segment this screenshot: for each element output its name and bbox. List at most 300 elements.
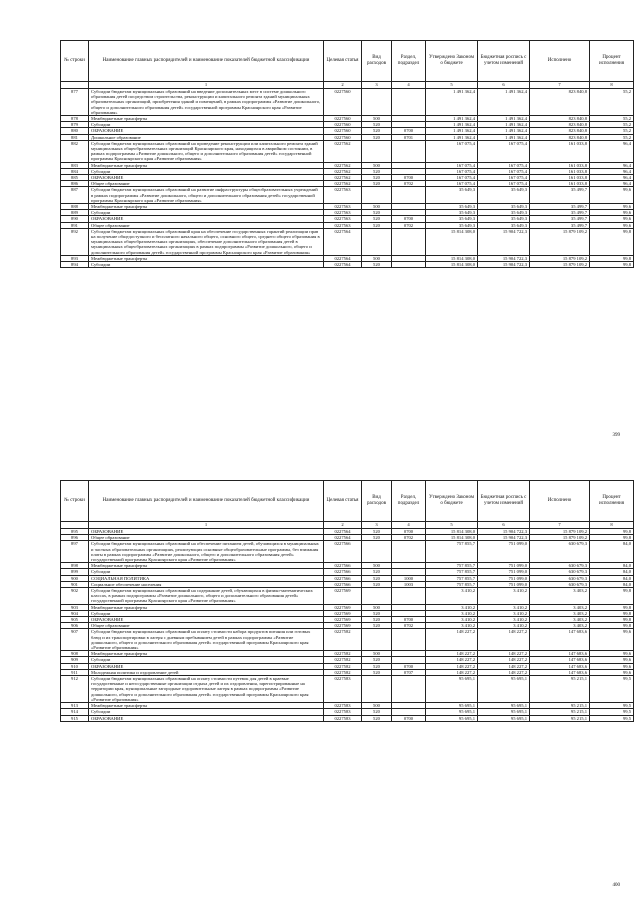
section-code — [392, 262, 426, 268]
target-article: 0227569 — [324, 588, 362, 605]
execution-percent: 99,6 — [590, 210, 634, 216]
budget-list-amount: 95 695,1 — [478, 715, 530, 721]
budget-list-amount: 35 649,3 — [478, 204, 530, 210]
expense-type: 520 — [362, 128, 392, 134]
row-name: Субсидии бюджетам муниципальных образований на введение дополнительных мест в системе дошкольного образования детей посредством строительства, реконструкции и капитального ремонта зданий муниципальных образовательных организаций, приобретения зданий и помещений, в рамках подпрограммы «Развитие дошкольного, общего и дополнительного образования детей» государственной программы Красноярского края «Развитие образования» — [89, 89, 324, 116]
row-number: 885 — [61, 175, 89, 181]
row-number: 890 — [61, 216, 89, 222]
execution-percent: 84,0 — [590, 569, 634, 575]
approved-amount: 35 649,3 — [426, 204, 478, 210]
expense-type: 520 — [362, 623, 392, 629]
budget-list-amount: 1 491 362,4 — [478, 128, 530, 134]
row-name: ОБРАЗОВАНИЕ — [89, 715, 324, 721]
budget-list-amount: 3 410,2 — [478, 610, 530, 616]
row-number: 896 — [61, 535, 89, 541]
executed-amount: 35 499,7 — [530, 187, 590, 204]
approved-amount: 3 410,2 — [426, 617, 478, 623]
execution-percent: 55,2 — [590, 116, 634, 122]
executed-amount: 161 033,8 — [530, 140, 590, 162]
target-article: 0227563 — [324, 204, 362, 210]
executed-amount: 3 403,2 — [530, 610, 590, 616]
target-article: 0227583 — [324, 676, 362, 703]
row-name: Субсидии — [89, 610, 324, 616]
execution-percent: 99,8 — [590, 588, 634, 605]
expense-type: 500 — [362, 204, 392, 210]
budget-list-amount: 35 649,3 — [478, 216, 530, 222]
header-budget-list: Бюджетная роспись с учетом изменений — [478, 41, 530, 82]
executed-amount: 3 403,2 — [530, 617, 590, 623]
execution-percent: 99,6 — [590, 216, 634, 222]
target-article: 0227562 — [324, 175, 362, 181]
row-number: 887 — [61, 187, 89, 204]
approved-amount: 35 649,3 — [426, 216, 478, 222]
table-header — [61, 41, 634, 82]
budget-list-amount: 15 904 722,3 — [478, 535, 530, 541]
header-row-number: № строки — [61, 481, 89, 522]
row-number: 880 — [61, 128, 89, 134]
expense-type: 520 — [362, 262, 392, 268]
target-article: 0227560 — [324, 89, 362, 116]
execution-percent: 99,8 — [590, 529, 634, 535]
budget-list-amount: 167 075,4 — [478, 175, 530, 181]
col-number: 7 — [530, 522, 590, 529]
row-number: 911 — [61, 669, 89, 675]
execution-percent: 96,4 — [590, 175, 634, 181]
approved-amount: 15 814 308,0 — [426, 228, 478, 255]
approved-amount: 148 227,2 — [426, 657, 478, 663]
col-number: 1 — [89, 82, 324, 89]
expense-type: 500 — [362, 563, 392, 569]
col-number: 5 — [426, 522, 478, 529]
approved-amount: 95 695,1 — [426, 709, 478, 715]
budget-list-amount: 167 075,4 — [478, 181, 530, 187]
expense-type: 520 — [362, 168, 392, 174]
col-number: 5 — [426, 82, 478, 89]
execution-percent: 55,2 — [590, 122, 634, 128]
row-name: Социальное обеспечение населения — [89, 581, 324, 587]
expense-type: 520 — [362, 663, 392, 669]
header-percent: Процент исполнения — [590, 41, 634, 82]
row-number: 894 — [61, 262, 89, 268]
target-article: 0227582 — [324, 669, 362, 675]
budget-list-amount: 1 491 362,4 — [478, 89, 530, 116]
expense-type: 520 — [362, 210, 392, 216]
header-target-article: Целевая статья — [324, 481, 362, 522]
approved-amount: 148 227,2 — [426, 663, 478, 669]
section-code: 1003 — [392, 581, 426, 587]
row-number: 881 — [61, 134, 89, 140]
section-code — [392, 676, 426, 703]
row-number: 904 — [61, 610, 89, 616]
section-code: 0707 — [392, 669, 426, 675]
approved-amount: 15 814 308,0 — [426, 529, 478, 535]
col-number: 3 — [362, 82, 392, 89]
expense-type: 520 — [362, 222, 392, 228]
approved-amount: 95 695,1 — [426, 676, 478, 703]
executed-amount: 95 215,1 — [530, 676, 590, 703]
target-article: 0227562 — [324, 168, 362, 174]
executed-amount: 35 499,7 — [530, 222, 590, 228]
executed-amount: 161 033,8 — [530, 181, 590, 187]
section-code: 0700 — [392, 128, 426, 134]
expense-type: 520 — [362, 575, 392, 581]
execution-percent: 96,4 — [590, 162, 634, 168]
budget-table — [60, 40, 634, 268]
expense-type: 520 — [362, 617, 392, 623]
row-number: 882 — [61, 140, 89, 162]
expense-type: 520 — [362, 669, 392, 675]
expense-type: 500 — [362, 651, 392, 657]
approved-amount: 167 075,4 — [426, 168, 478, 174]
approved-amount: 95 695,1 — [426, 703, 478, 709]
table-row — [61, 89, 634, 116]
approved-amount: 167 075,4 — [426, 175, 478, 181]
header-budget-list: Бюджетная роспись с учетом изменений — [478, 481, 530, 522]
expense-type: 500 — [362, 604, 392, 610]
approved-amount: 148 227,2 — [426, 651, 478, 657]
execution-percent: 96,4 — [590, 181, 634, 187]
row-number: 893 — [61, 255, 89, 261]
executed-amount: 95 215,1 — [530, 709, 590, 715]
budget-list-amount: 1 491 362,4 — [478, 122, 530, 128]
column-number-row — [61, 82, 634, 89]
expense-type: 520 — [362, 529, 392, 535]
row-name: ОБРАЗОВАНИЕ — [89, 128, 324, 134]
execution-percent: 99,8 — [590, 535, 634, 541]
approved-amount: 148 227,2 — [426, 629, 478, 651]
expense-type: 520 — [362, 122, 392, 128]
target-article: 0227566 — [324, 541, 362, 563]
budget-table — [60, 480, 634, 722]
approved-amount: 167 075,4 — [426, 162, 478, 168]
header-target-article: Целевая статья — [324, 41, 362, 82]
approved-amount: 167 075,4 — [426, 140, 478, 162]
row-number: 902 — [61, 588, 89, 605]
approved-amount: 757 855,7 — [426, 581, 478, 587]
col-number — [61, 522, 89, 529]
executed-amount: 15 879 109,2 — [530, 255, 590, 261]
row-name: Дошкольное образование — [89, 134, 324, 140]
row-number: 888 — [61, 204, 89, 210]
row-name: Общее образование — [89, 181, 324, 187]
row-number: 877 — [61, 89, 89, 116]
approved-amount: 35 649,3 — [426, 222, 478, 228]
execution-percent: 99,8 — [590, 623, 634, 629]
execution-percent: 99,6 — [590, 669, 634, 675]
expense-type: 520 — [362, 715, 392, 721]
budget-list-amount: 3 410,2 — [478, 623, 530, 629]
col-number: 8 — [590, 522, 634, 529]
execution-percent: 99,5 — [590, 703, 634, 709]
section-code: 0700 — [392, 663, 426, 669]
row-number: 891 — [61, 222, 89, 228]
header-section: Раздел, подраздел — [392, 481, 426, 522]
execution-percent: 96,4 — [590, 168, 634, 174]
executed-amount: 823 840,8 — [530, 128, 590, 134]
approved-amount: 95 695,1 — [426, 715, 478, 721]
table-row — [61, 262, 634, 268]
execution-percent: 99,8 — [590, 617, 634, 623]
report-page-400 — [60, 480, 633, 722]
budget-list-amount: 751 099,0 — [478, 581, 530, 587]
budget-list-amount: 148 227,2 — [478, 651, 530, 657]
row-name: ОБРАЗОВАНИЕ — [89, 617, 324, 623]
executed-amount: 161 033,8 — [530, 175, 590, 181]
section-code — [392, 140, 426, 162]
row-name: Межбюджетные трансферты — [89, 116, 324, 122]
target-article: 0227566 — [324, 563, 362, 569]
executed-amount: 823 840,8 — [530, 134, 590, 140]
row-number: 889 — [61, 210, 89, 216]
executed-amount: 147 683,6 — [530, 663, 590, 669]
table-row — [61, 629, 634, 651]
row-name: Субсидии — [89, 210, 324, 216]
execution-percent: 99,8 — [590, 604, 634, 610]
col-number: 2 — [324, 522, 362, 529]
budget-list-amount: 95 695,1 — [478, 676, 530, 703]
row-name: ОБРАЗОВАНИЕ — [89, 175, 324, 181]
expense-type: 520 — [362, 216, 392, 222]
target-article: 0227569 — [324, 604, 362, 610]
row-name: Межбюджетные трансферты — [89, 604, 324, 610]
row-number: 878 — [61, 116, 89, 122]
expense-type: 500 — [362, 162, 392, 168]
approved-amount: 167 075,4 — [426, 181, 478, 187]
section-code: 0700 — [392, 216, 426, 222]
target-article: 0227563 — [324, 222, 362, 228]
expense-type: 520 — [362, 709, 392, 715]
section-code: 0700 — [392, 617, 426, 623]
col-number: 8 — [590, 82, 634, 89]
execution-percent: 96,4 — [590, 140, 634, 162]
approved-amount: 1 491 362,4 — [426, 128, 478, 134]
executed-amount: 161 033,8 — [530, 162, 590, 168]
table-row — [61, 228, 634, 255]
executed-amount: 35 499,7 — [530, 210, 590, 216]
target-article: 0227569 — [324, 610, 362, 616]
approved-amount: 757 855,7 — [426, 575, 478, 581]
header-expense-type: Вид расходов — [362, 41, 392, 82]
row-name: Молодежная политика и оздоровление детей — [89, 669, 324, 675]
col-number: 6 — [478, 522, 530, 529]
expense-type: 520 — [362, 569, 392, 575]
expense-type — [362, 187, 392, 204]
section-code — [392, 541, 426, 563]
budget-list-amount: 751 099,0 — [478, 569, 530, 575]
execution-percent: 55,2 — [590, 128, 634, 134]
row-number: 899 — [61, 569, 89, 575]
row-number: 883 — [61, 162, 89, 168]
execution-percent: 99,5 — [590, 676, 634, 703]
section-code: 0701 — [392, 134, 426, 140]
row-name: Субсидии — [89, 262, 324, 268]
budget-list-amount: 95 695,1 — [478, 703, 530, 709]
expense-type: 520 — [362, 581, 392, 587]
row-number: 901 — [61, 581, 89, 587]
expense-type: 520 — [362, 657, 392, 663]
col-number: 4 — [392, 522, 426, 529]
target-article: 0227560 — [324, 122, 362, 128]
row-number: 892 — [61, 228, 89, 255]
executed-amount: 630 679,3 — [530, 575, 590, 581]
col-number: 4 — [392, 82, 426, 89]
row-name: Субсидии бюджетам муниципальных образований на обеспечение питанием детей, обучающихся в муниципальных и частных образовательных организациях, реализующих основные общеобразовательные программы, без взимания платы в рамках подпрограммы «Развитие дошкольного, общего и дополнительного образования детей» государственной программы Красноярского края «Развитие образования» — [89, 541, 324, 563]
budget-list-amount: 3 410,2 — [478, 588, 530, 605]
execution-percent: 99,8 — [590, 228, 634, 255]
section-code: 0702 — [392, 181, 426, 187]
target-article: 0227583 — [324, 715, 362, 721]
target-article: 0227583 — [324, 709, 362, 715]
row-name: Субсидии — [89, 569, 324, 575]
row-name: Общее образование — [89, 535, 324, 541]
header-name: Наименование главных распорядителей и наименование показателей бюджетной классификации — [89, 481, 324, 522]
target-article: 0227564 — [324, 535, 362, 541]
table-row — [61, 187, 634, 204]
target-article: 0227566 — [324, 569, 362, 575]
execution-percent: 84,0 — [590, 563, 634, 569]
expense-type — [362, 89, 392, 116]
table-row — [61, 541, 634, 563]
execution-percent: 55,2 — [590, 134, 634, 140]
target-article: 0227569 — [324, 623, 362, 629]
target-article: 0227582 — [324, 629, 362, 651]
budget-list-amount: 148 227,2 — [478, 663, 530, 669]
row-name: Межбюджетные трансферты — [89, 204, 324, 210]
target-article: 0227560 — [324, 128, 362, 134]
budget-list-amount: 148 227,2 — [478, 657, 530, 663]
target-article: 0227564 — [324, 262, 362, 268]
row-number: 913 — [61, 703, 89, 709]
budget-list-amount: 751 099,0 — [478, 563, 530, 569]
table-header — [61, 481, 634, 522]
table-row — [61, 140, 634, 162]
row-name: Субсидии бюджетам муниципальных образований на развитие инфраструктуры общеобразовательных учреждений в рамках подпрограммы «Развитие дошкольного, общего и дополнительного образования детей» государственной программы Красноярского края «Развитие образования» — [89, 187, 324, 204]
executed-amount: 15 879 109,2 — [530, 228, 590, 255]
executed-amount: 147 683,6 — [530, 669, 590, 675]
expense-type: 500 — [362, 116, 392, 122]
section-code: 0702 — [392, 222, 426, 228]
row-name: Субсидии бюджетам муниципальных образований на содержание детей, обучающихся в физико-математических классах, в рамках подпрограммы «Развитие дошкольного, общего и дополнительного образования детей» государственной программы Красноярского края «Развитие образования» — [89, 588, 324, 605]
row-name: Субсидии бюджетам муниципальных образований края на обеспечение государственных гарантий реализации прав на получение общедоступного и бесплатного начального общего, основного общего, среднего общего образования в муниципальных общеобразовательных организациях, обеспечение дополнительного образования детей в муниципальных общеобразовательных организациях в рамках подпрограммы «Развитие дошкольного, общего и дополнительного образования детей» государственной программы Красноярского края «Развитие образования» — [89, 228, 324, 255]
target-article: 0227562 — [324, 162, 362, 168]
budget-list-amount: 3 410,2 — [478, 604, 530, 610]
expense-type: 520 — [362, 610, 392, 616]
header-name: Наименование главных распорядителей и наименование показателей бюджетной классификации — [89, 41, 324, 82]
section-code: 1000 — [392, 575, 426, 581]
row-name: Субсидии — [89, 122, 324, 128]
budget-list-amount: 15 904 722,3 — [478, 228, 530, 255]
approved-amount: 148 227,2 — [426, 669, 478, 675]
row-number: 897 — [61, 541, 89, 563]
executed-amount: 35 499,7 — [530, 204, 590, 210]
section-code — [392, 228, 426, 255]
budget-list-amount: 15 904 722,3 — [478, 255, 530, 261]
row-name: СОЦИАЛЬНАЯ ПОЛИТИКА — [89, 575, 324, 581]
execution-percent: 99,5 — [590, 709, 634, 715]
approved-amount: 35 649,3 — [426, 187, 478, 204]
row-name: ОБРАЗОВАНИЕ — [89, 216, 324, 222]
row-number: 895 — [61, 529, 89, 535]
executed-amount: 147 683,6 — [530, 657, 590, 663]
header-section: Раздел, подраздел — [392, 41, 426, 82]
row-name: Субсидии — [89, 657, 324, 663]
budget-list-amount: 751 099,0 — [478, 575, 530, 581]
target-article: 0227564 — [324, 255, 362, 261]
table-row — [61, 588, 634, 605]
target-article: 0227582 — [324, 651, 362, 657]
col-number: 7 — [530, 82, 590, 89]
execution-percent: 99,6 — [590, 187, 634, 204]
budget-list-amount: 35 649,3 — [478, 222, 530, 228]
target-article: 0227564 — [324, 529, 362, 535]
header-row-number: № строки — [61, 41, 89, 82]
executed-amount: 630 679,3 — [530, 563, 590, 569]
header-executed: Исполнено — [530, 481, 590, 522]
section-code — [392, 89, 426, 116]
approved-amount: 757 855,7 — [426, 563, 478, 569]
approved-amount: 35 649,3 — [426, 210, 478, 216]
row-name: Межбюджетные трансферты — [89, 162, 324, 168]
approved-amount: 757 855,7 — [426, 541, 478, 563]
executed-amount: 823 840,8 — [530, 122, 590, 128]
target-article: 0227569 — [324, 617, 362, 623]
row-name: ОБРАЗОВАНИЕ — [89, 529, 324, 535]
row-name: Субсидии — [89, 168, 324, 174]
executed-amount: 147 683,6 — [530, 629, 590, 651]
execution-percent: 99,8 — [590, 262, 634, 268]
approved-amount: 1 491 362,4 — [426, 122, 478, 128]
row-name: Межбюджетные трансферты — [89, 255, 324, 261]
section-code — [392, 187, 426, 204]
expense-type: 500 — [362, 255, 392, 261]
row-number: 914 — [61, 709, 89, 715]
expense-type — [362, 228, 392, 255]
budget-list-amount: 95 695,1 — [478, 709, 530, 715]
executed-amount: 161 033,8 — [530, 168, 590, 174]
target-article: 0227563 — [324, 216, 362, 222]
approved-amount: 15 814 308,0 — [426, 262, 478, 268]
expense-type — [362, 629, 392, 651]
execution-percent: 99,8 — [590, 610, 634, 616]
executed-amount: 630 679,3 — [530, 581, 590, 587]
budget-list-amount: 167 075,4 — [478, 168, 530, 174]
target-article: 0227566 — [324, 581, 362, 587]
budget-list-amount: 751 099,0 — [478, 541, 530, 563]
col-number: 1 — [89, 522, 324, 529]
header-percent: Процент исполнения — [590, 481, 634, 522]
row-number: 879 — [61, 122, 89, 128]
col-number — [61, 82, 89, 89]
execution-percent: 99,6 — [590, 222, 634, 228]
section-code: 0700 — [392, 175, 426, 181]
section-code — [392, 629, 426, 651]
execution-percent: 99,6 — [590, 663, 634, 669]
target-article: 0227566 — [324, 575, 362, 581]
row-number: 907 — [61, 629, 89, 651]
executed-amount: 630 679,3 — [530, 541, 590, 563]
expense-type — [362, 588, 392, 605]
row-number: 900 — [61, 575, 89, 581]
row-number: 915 — [61, 715, 89, 721]
header-approved: Утверждено Законом о бюджете — [426, 41, 478, 82]
expense-type — [362, 140, 392, 162]
executed-amount: 15 879 109,2 — [530, 535, 590, 541]
col-number: 3 — [362, 522, 392, 529]
execution-percent: 99,6 — [590, 657, 634, 663]
target-article: 0227582 — [324, 657, 362, 663]
executed-amount: 823 840,8 — [530, 89, 590, 116]
expense-type: 520 — [362, 181, 392, 187]
